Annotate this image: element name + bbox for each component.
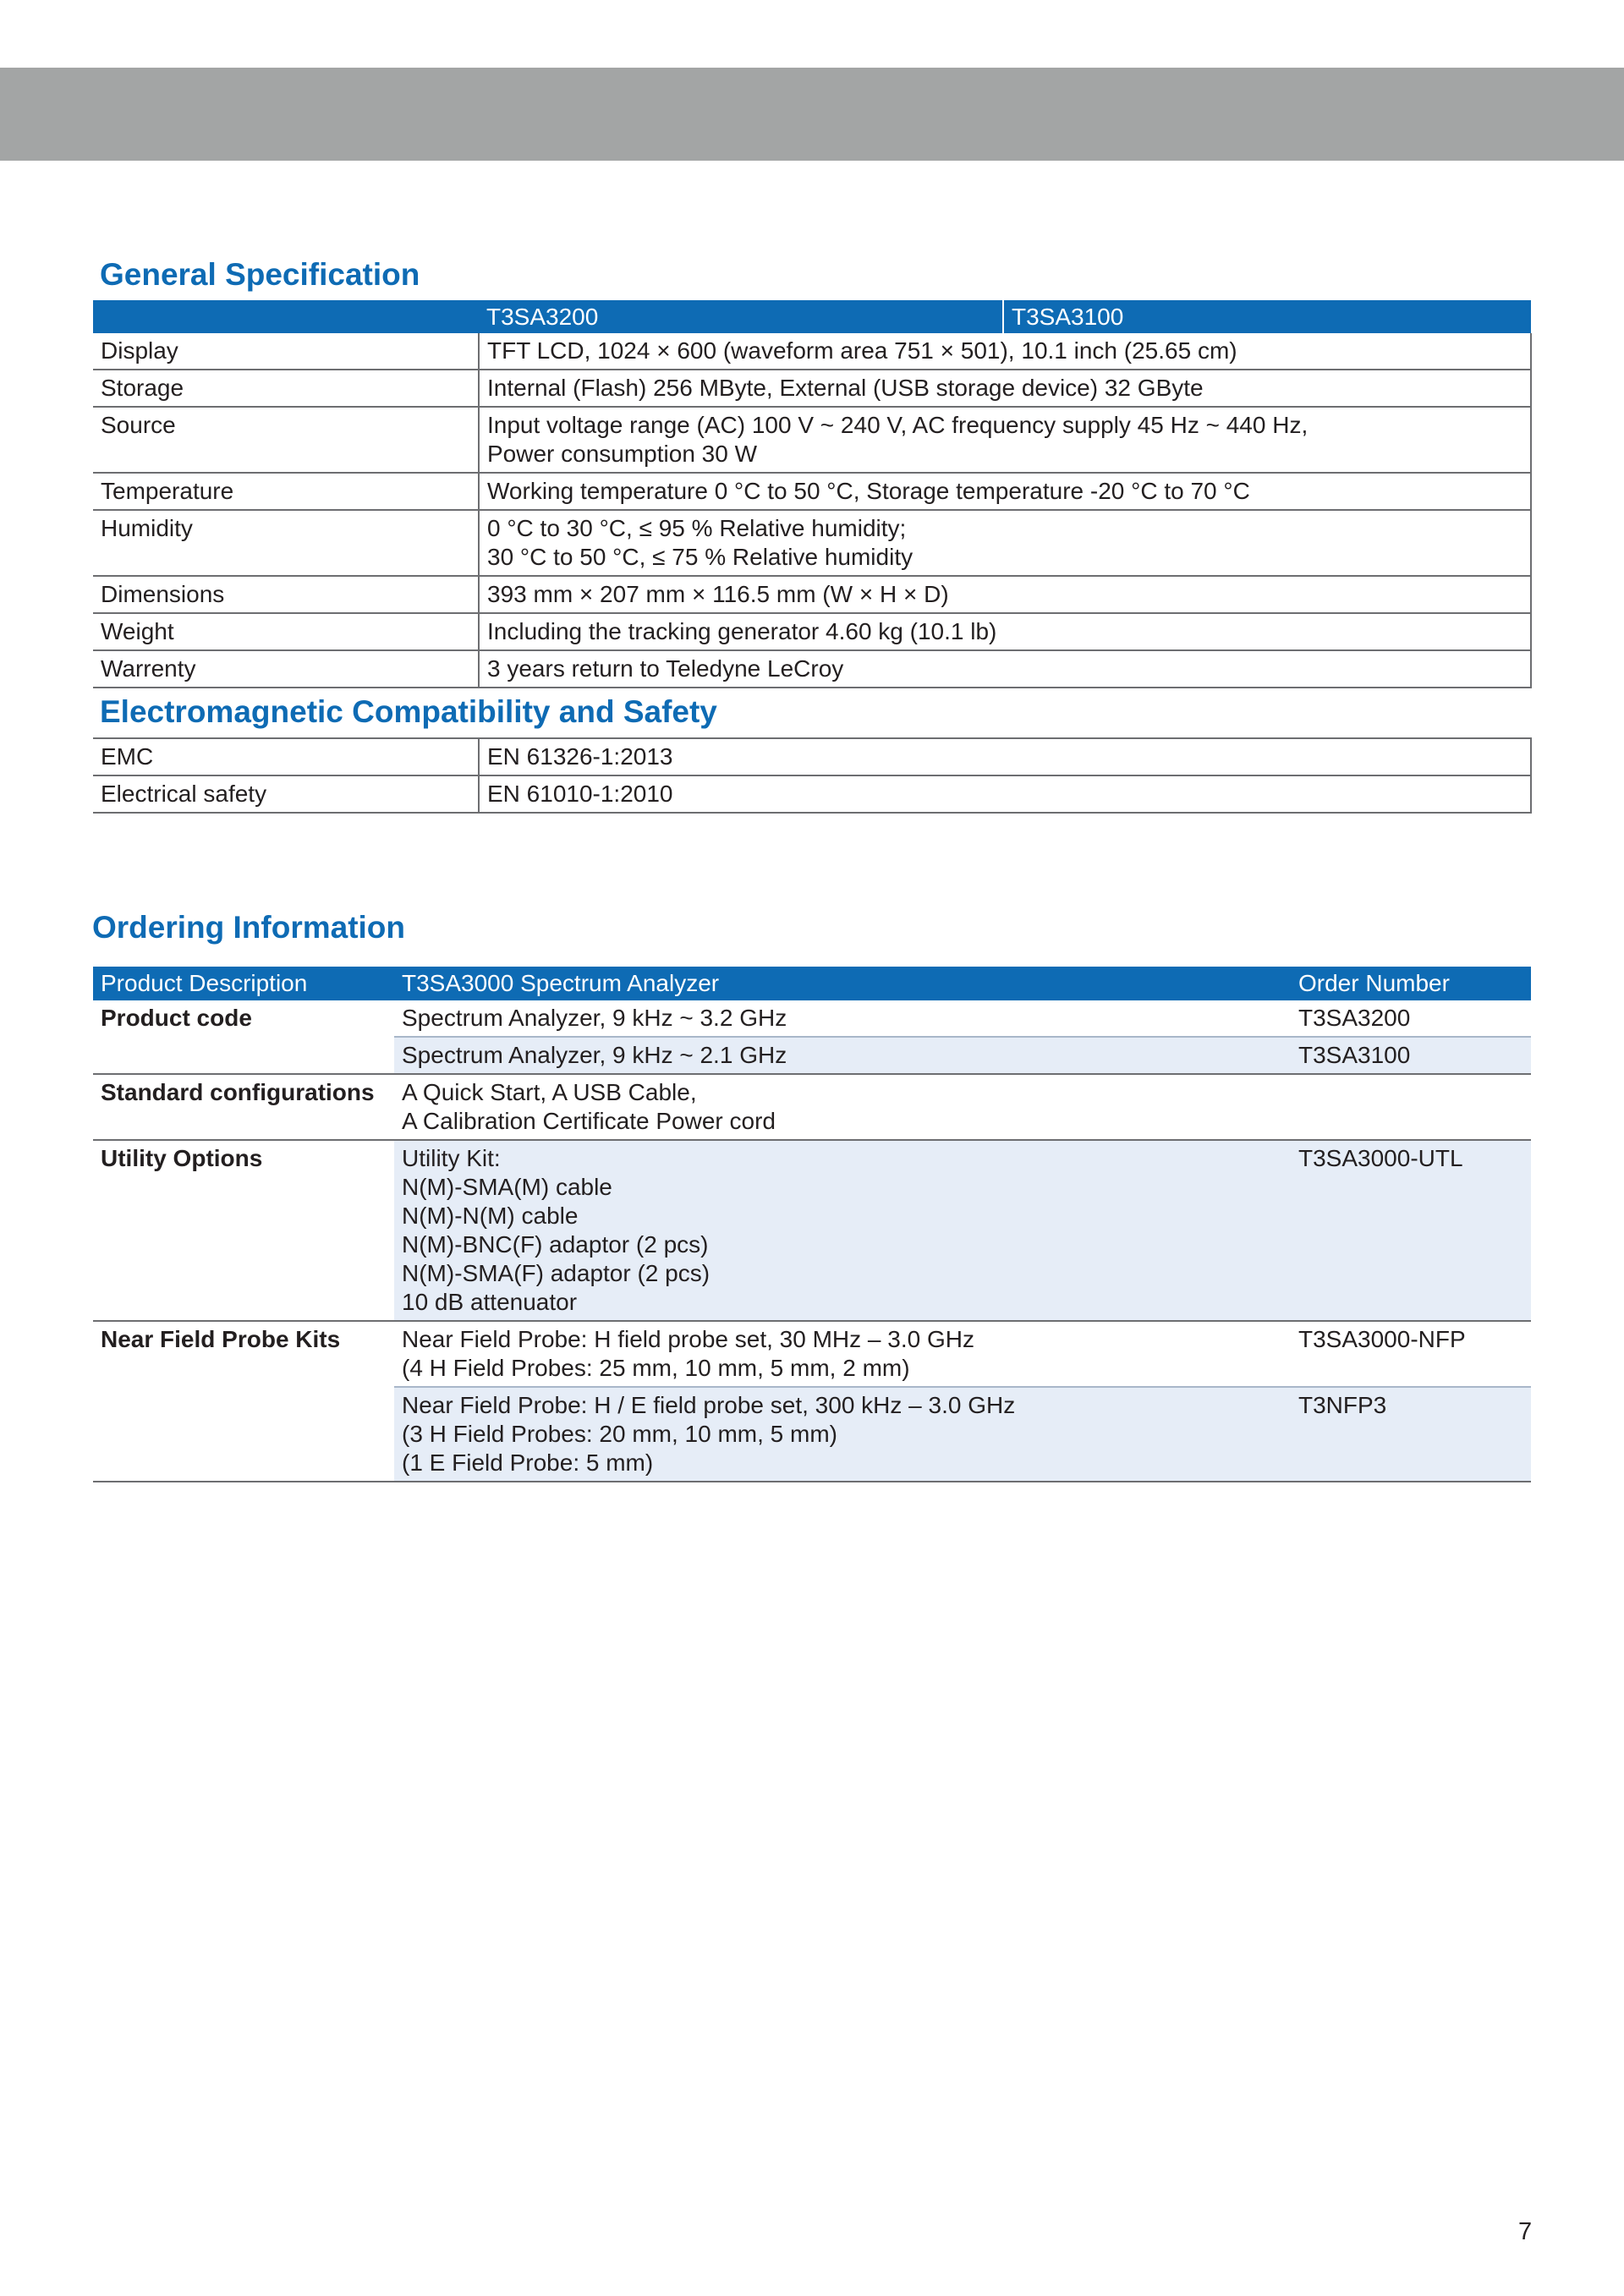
ordering-category: Near Field Probe Kits [93, 1321, 394, 1482]
spec-label: Dimensions [93, 576, 479, 613]
ordering-category: Standard configurations [93, 1074, 394, 1140]
spec-row [93, 370, 1531, 407]
emc-value: EN 61010-1:2010 [479, 775, 1531, 813]
ordering-row [93, 1140, 1531, 1321]
spec-row [93, 473, 1531, 510]
spec-label: Humidity [93, 510, 479, 576]
general-spec-header-blank [93, 300, 479, 333]
spec-label: Source [93, 407, 479, 473]
spec-row [93, 407, 1531, 473]
spec-row [93, 333, 1531, 370]
emc-value: EN 61326-1:2013 [479, 738, 1531, 775]
emc-title: Electromagnetic Compatibility and Safety [100, 694, 717, 729]
emc-label: Electrical safety [93, 775, 479, 813]
spec-row [93, 576, 1531, 613]
spec-label: Display [93, 333, 479, 370]
ordering-order-number: T3SA3200 [1291, 1000, 1531, 1037]
ordering-description: Spectrum Analyzer, 9 kHz ~ 3.2 GHz [394, 1000, 1291, 1037]
spec-value: Input voltage range (AC) 100 V ~ 240 V, AC frequency supply 45 Hz ~ 440 Hz, Power consumption 30 W [479, 407, 1531, 473]
spec-value: 3 years return to Teledyne LeCroy [479, 650, 1531, 688]
spec-label: Storage [93, 370, 479, 407]
ordering-header-category: Product Description [93, 967, 394, 1000]
spec-value: TFT LCD, 1024 × 600 (waveform area 751 × 501), 10.1 inch (25.65 cm) [479, 333, 1531, 370]
spec-value: Working temperature 0 °C to 50 °C, Storage temperature -20 °C to 70 °C [479, 473, 1531, 510]
general-spec-table [93, 300, 1532, 688]
ordering-category: Product code [93, 1000, 394, 1074]
ordering-table [93, 967, 1531, 1482]
ordering-row [93, 1000, 1531, 1037]
ordering-description: A Quick Start, A USB Cable, A Calibration Certificate Power cord [394, 1074, 1291, 1140]
ordering-description: Spectrum Analyzer, 9 kHz ~ 2.1 GHz [394, 1037, 1291, 1074]
ordering-category: Utility Options [93, 1140, 394, 1321]
spec-row [93, 510, 1531, 576]
emc-label: EMC [93, 738, 479, 775]
general-spec-header-row [93, 300, 1531, 333]
spec-label: Weight [93, 613, 479, 650]
model-header-2: T3SA3100 [1003, 300, 1531, 333]
ordering-header-order: Order Number [1291, 967, 1531, 1000]
ordering-row [93, 1321, 1531, 1387]
spec-value: Including the tracking generator 4.60 kg (10.1 lb) [479, 613, 1531, 650]
ordering-order-number: T3NFP3 [1291, 1387, 1531, 1482]
header-band [0, 68, 1624, 161]
page-number: 7 [1518, 2218, 1533, 2245]
ordering-title: Ordering Information [92, 910, 405, 945]
general-spec-title: General Specification [100, 257, 420, 292]
model-header-1: T3SA3200 [479, 300, 1003, 333]
spec-row [93, 650, 1531, 688]
ordering-header-row [93, 967, 1531, 1000]
emc-row [93, 738, 1531, 775]
spec-label: Warrenty [93, 650, 479, 688]
ordering-description: Near Field Probe: H field probe set, 30 MHz – 3.0 GHz (4 H Field Probes: 25 mm, 10 mm, 5 mm, 2 mm) [394, 1321, 1291, 1387]
ordering-order-number: T3SA3000-NFP [1291, 1321, 1531, 1387]
emc-row [93, 775, 1531, 813]
emc-table [93, 737, 1532, 814]
ordering-order-number: T3SA3000-UTL [1291, 1140, 1531, 1321]
spec-value: Internal (Flash) 256 MByte, External (USB storage device) 32 GByte [479, 370, 1531, 407]
ordering-order-number [1291, 1074, 1531, 1140]
ordering-description: Near Field Probe: H / E field probe set, 300 kHz – 3.0 GHz (3 H Field Probes: 20 mm, 10 mm, 5 mm) (1 E Field Probe: 5 mm) [394, 1387, 1291, 1482]
spec-label: Temperature [93, 473, 479, 510]
ordering-header-description: T3SA3000 Spectrum Analyzer [394, 967, 1291, 1000]
spec-value: 393 mm × 207 mm × 116.5 mm (W × H × D) [479, 576, 1531, 613]
ordering-description: Utility Kit: N(M)-SMA(M) cable N(M)-N(M) cable N(M)-BNC(F) adaptor (2 pcs) N(M)-SMA(F) adaptor (2 pcs) 10 dB attenuator [394, 1140, 1291, 1321]
ordering-row [93, 1074, 1531, 1140]
spec-row [93, 613, 1531, 650]
ordering-order-number: T3SA3100 [1291, 1037, 1531, 1074]
spec-value: 0 °C to 30 °C, ≤ 95 % Relative humidity; 30 °C to 50 °C, ≤ 75 % Relative humidity [479, 510, 1531, 576]
